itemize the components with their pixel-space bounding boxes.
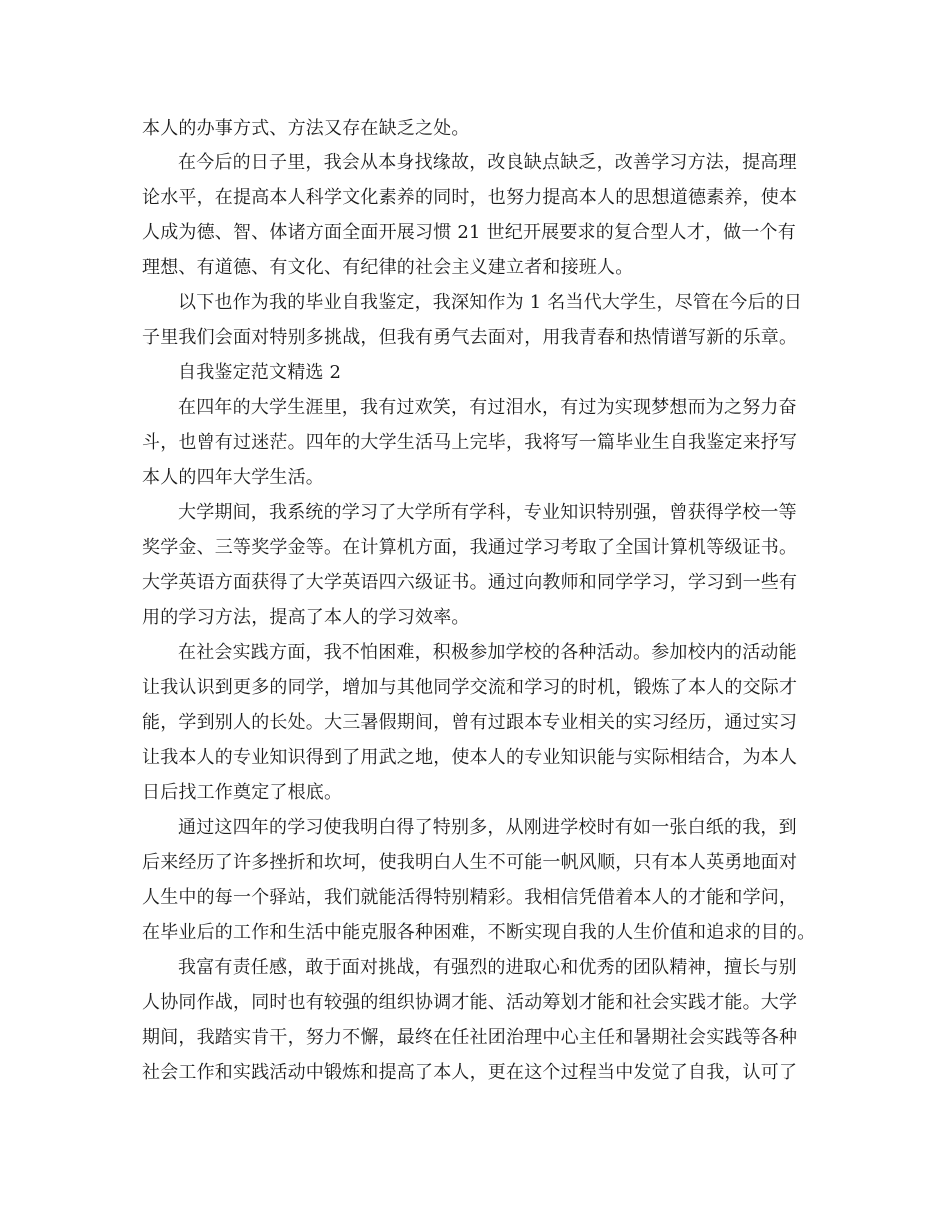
text-line: 本人的四年大学生活。 bbox=[142, 467, 324, 488]
section-heading: 自我鉴定范文精选 2 bbox=[178, 362, 342, 383]
text-line: 让我本人的专业知识得到了用武之地，使本人的专业知识能与实际相结合，为本人 bbox=[142, 747, 798, 768]
text-line: 用的学习方法，提高了本人的学习效率。 bbox=[142, 607, 470, 628]
text-line: 在毕业后的工作和生活中能克服各种困难，不断实现自我的人生价值和追求的目的。 bbox=[142, 922, 816, 943]
text-line: 以下也作为我的毕业自我鉴定，我深知作为 1 名当代大学生，尽管在今后的日 bbox=[178, 292, 803, 313]
text-line: 我富有责任感，敢于面对挑战，有强烈的进取心和优秀的团队精神，擅长与别 bbox=[178, 957, 797, 978]
text-line: 社会工作和实践活动中锻炼和提高了本人，更在这个过程当中发觉了自我，认可了 bbox=[142, 1062, 798, 1083]
text-line: 大学英语方面获得了大学英语四六级证书。通过向教师和同学学习，学习到一些有 bbox=[142, 572, 798, 593]
text-line: 人成为德、智、体诸方面全面开展习惯 21 世纪开展要求的复合型人才，做一个有 bbox=[142, 222, 796, 243]
text-line: 论水平，在提高本人科学文化素养的同时，也努力提高本人的思想道德素养，使本 bbox=[142, 187, 798, 208]
text-line: 在今后的日子里，我会从本身找缘故，改良缺点缺乏，改善学习方法，提高理 bbox=[178, 152, 797, 173]
text-line: 日后找工作奠定了根底。 bbox=[142, 782, 343, 803]
text-line: 能，学到别人的长处。大三暑假期间，曾有过跟本专业相关的实习经历，通过实习 bbox=[142, 712, 798, 733]
text-line: 在四年的大学生涯里，我有过欢笑，有过泪水，有过为实现梦想而为之努力奋 bbox=[178, 397, 797, 418]
text-line: 期间，我踏实肯干，努力不懈，最终在任社团治理中心主任和暑期社会实践等各种 bbox=[142, 1027, 798, 1048]
text-line: 让我认识到更多的同学，增加与其他同学交流和学习的时机，锻炼了本人的交际才 bbox=[142, 677, 798, 698]
text-line: 大学期间，我系统的学习了大学所有学科，专业知识特别强，曾获得学校一等 bbox=[178, 502, 797, 523]
text-line: 斗，也曾有过迷茫。四年的大学生活马上完毕，我将写一篇毕业生自我鉴定来抒写 bbox=[142, 432, 798, 453]
text-line: 通过这四年的学习使我明白得了特别多，从刚进学校时有如一张白纸的我，到 bbox=[178, 817, 797, 838]
text-line: 人生中的每一个驿站，我们就能活得特别精彩。我相信凭借着本人的才能和学问， bbox=[142, 887, 798, 908]
text-line: 本人的办事方式、方法又存在缺乏之处。 bbox=[142, 118, 470, 139]
text-line: 理想、有道德、有文化、有纪律的社会主义建立者和接班人。 bbox=[142, 257, 634, 278]
text-line: 奖学金、三等奖学金等。在计算机方面，我通过学习考取了全国计算机等级证书。 bbox=[142, 537, 798, 558]
text-line: 人协同作战，同时也有较强的组织协调才能、活动筹划才能和社会实践才能。大学 bbox=[142, 992, 798, 1013]
text-line: 子里我们会面对特别多挑战，但我有勇气去面对，用我青春和热情谱写新的乐章。 bbox=[142, 327, 798, 348]
text-line: 后来经历了许多挫折和坎坷，使我明白人生不可能一帆风顺，只有本人英勇地面对 bbox=[142, 852, 798, 873]
text-line: 在社会实践方面，我不怕困难，积极参加学校的各种活动。参加校内的活动能 bbox=[178, 642, 797, 663]
